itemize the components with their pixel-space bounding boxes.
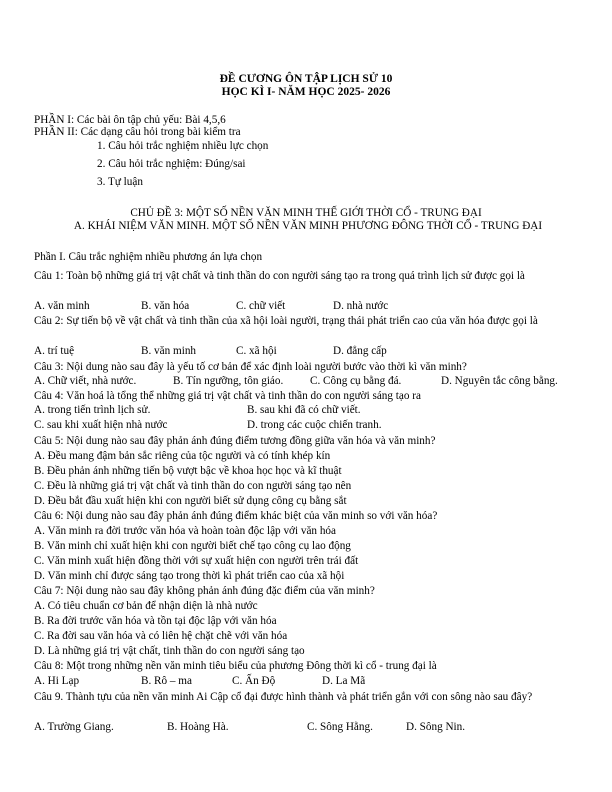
- answer-option: C. Đều là những giá trị vật chất và tinh thần do con người sáng tạo nên: [34, 480, 352, 492]
- answer-option: A. Chữ viết, nhà nước.: [34, 375, 137, 387]
- answer-option: D. Văn minh chỉ được sáng tạo trong thời kì phát triển cao của xã hội: [34, 570, 345, 582]
- answer-option: A. văn minh: [34, 300, 90, 312]
- answer-option: A. Văn minh ra đời trước văn hóa và hoàn toàn độc lập với văn hóa: [34, 525, 336, 537]
- answer-option: D. nhà nước: [333, 300, 389, 312]
- answer-option: B. Hoàng Hà.: [167, 721, 229, 733]
- question-stem: Câu 7: Nội dung nào sau đây không phản ánh đúng đặc điểm của văn minh?: [34, 585, 375, 597]
- question-stem: Câu 4: Văn hoá là tổng thể những giá trị vật chất và tinh thần do con người sáng tạo ra: [34, 390, 421, 402]
- question-stem: Câu 2: Sự tiến bộ về vật chất và tinh thần của xã hội loài người, trạng thái phát triển cao của văn hóa được gọi là: [34, 315, 538, 327]
- answer-option: D. Sông Nin.: [406, 721, 466, 733]
- answer-option: A. Có tiêu chuẩn cơ bản để nhận diện là nhà nước: [34, 600, 258, 612]
- question-type-item: 2. Câu hỏi trắc nghiệm: Đúng/sai: [97, 158, 246, 170]
- answer-option: C. Ra đời sau văn hóa và có liên hệ chặt chẽ với văn hóa: [34, 630, 288, 642]
- topic-heading: CHỦ ĐỀ 3: MỘT SỐ NỀN VĂN MINH THẾ GIỚI THỜI CỔ - TRUNG ĐẠI: [130, 207, 482, 219]
- answer-option: D. Là những giá trị vật chất, tinh thần do con người sáng tạo: [34, 645, 305, 657]
- section-title: Phần I. Câu trắc nghiệm nhiều phương án lựa chọn: [34, 251, 263, 263]
- answer-option: C. Văn minh xuất hiện đồng thời với sự xuất hiện con người trên trái đất: [34, 555, 359, 567]
- question-stem: Câu 6: Nội dung nào sau đây phản ánh đúng điểm khác biệt của văn minh so với văn hóa?: [34, 510, 438, 522]
- topic-subheading: A. KHÁI NIỆM VĂN MINH. MỘT SỐ NỀN VĂN MINH PHƯƠNG ĐÔNG THỜI CỔ - TRUNG ĐẠI: [73, 220, 543, 232]
- answer-option: C. Công cụ bằng đá.: [310, 375, 402, 387]
- question-type-item: 3. Tự luận: [97, 176, 143, 188]
- answer-option: A. Đều mang đậm bản sắc riêng của tộc người và có tính khép kín: [34, 450, 331, 462]
- answer-option: B. văn minh: [141, 345, 197, 357]
- answer-option: A. Hi Lạp: [34, 675, 80, 687]
- answer-option: D. Nguyên tắc công bằng.: [441, 375, 558, 387]
- question-stem: Câu 8: Một trong những nền văn minh tiêu biểu của phương Đông thời kì cổ - trung đại là: [34, 660, 437, 672]
- question-stem: Câu 5: Nội dung nào sau đây phản ánh đúng điểm tương đồng giữa văn hóa và văn minh?: [34, 435, 436, 447]
- document-title: ĐỀ CƯƠNG ÔN TẬP LỊCH SỬ 10: [219, 73, 393, 85]
- answer-option: C. chữ viết: [236, 300, 286, 312]
- document-subtitle: HỌC KÌ I- NĂM HỌC 2025- 2026: [221, 86, 391, 98]
- question-type-item: 1. Câu hỏi trắc nghiệm nhiều lực chọn: [97, 140, 269, 152]
- question-stem: Câu 9. Thành tựu của nền văn minh Ai Cập cổ đại được hình thành và phát triển gắn với con sông nào sau đây?: [34, 691, 533, 703]
- answer-option: C. Ấn Độ: [232, 675, 276, 687]
- part-two-line: PHẦN II: Các dạng câu hỏi trong bài kiểm tra: [34, 126, 241, 138]
- answer-option: C. Sông Hằng.: [307, 721, 373, 733]
- answer-option: D. La Mã: [322, 675, 366, 687]
- answer-option: B. Đều phản ánh những tiến bộ vượt bậc về khoa học học và kĩ thuật: [34, 465, 342, 477]
- answer-option: D. đẳng cấp: [333, 345, 387, 357]
- answer-option: B. Rô – ma: [141, 675, 192, 687]
- answer-option: B. sau khi đã có chữ viết.: [247, 404, 361, 416]
- answer-option: A. trí tuệ: [34, 345, 75, 357]
- answer-option: C. xã hội: [236, 345, 277, 357]
- answer-option: B. văn hóa: [141, 300, 190, 312]
- answer-option: B. Ra đời trước văn hóa và tồn tại độc lập với văn hóa: [34, 615, 277, 627]
- answer-option: A. trong tiến trình lịch sử.: [34, 404, 151, 416]
- answer-option: A. Trường Giang.: [34, 721, 114, 733]
- part-one-line: PHẦN I: Các bài ôn tập chủ yếu: Bài 4,5,6: [34, 114, 226, 126]
- answer-option: B. Tín ngưỡng, tôn giáo.: [173, 375, 284, 387]
- answer-option: B. Văn minh chỉ xuất hiện khi con người biết chế tạo công cụ lao động: [34, 540, 351, 552]
- answer-option: C. sau khi xuất hiện nhà nước: [34, 419, 168, 431]
- question-stem: Câu 1: Toàn bộ những giá trị vật chất và tinh thần do con người sáng tạo ra trong quá trình lịch sử được gọi là: [34, 270, 525, 282]
- question-stem: Câu 3: Nội dung nào sau đây là yếu tố cơ bản để xác định loài người bước vào thời kì văn minh?: [34, 361, 467, 373]
- answer-option: D. trong các cuộc chiến tranh.: [247, 419, 382, 431]
- answer-option: D. Đều bắt đầu xuất hiện khi con người biết sử dụng công cụ bằng sắt: [34, 495, 347, 507]
